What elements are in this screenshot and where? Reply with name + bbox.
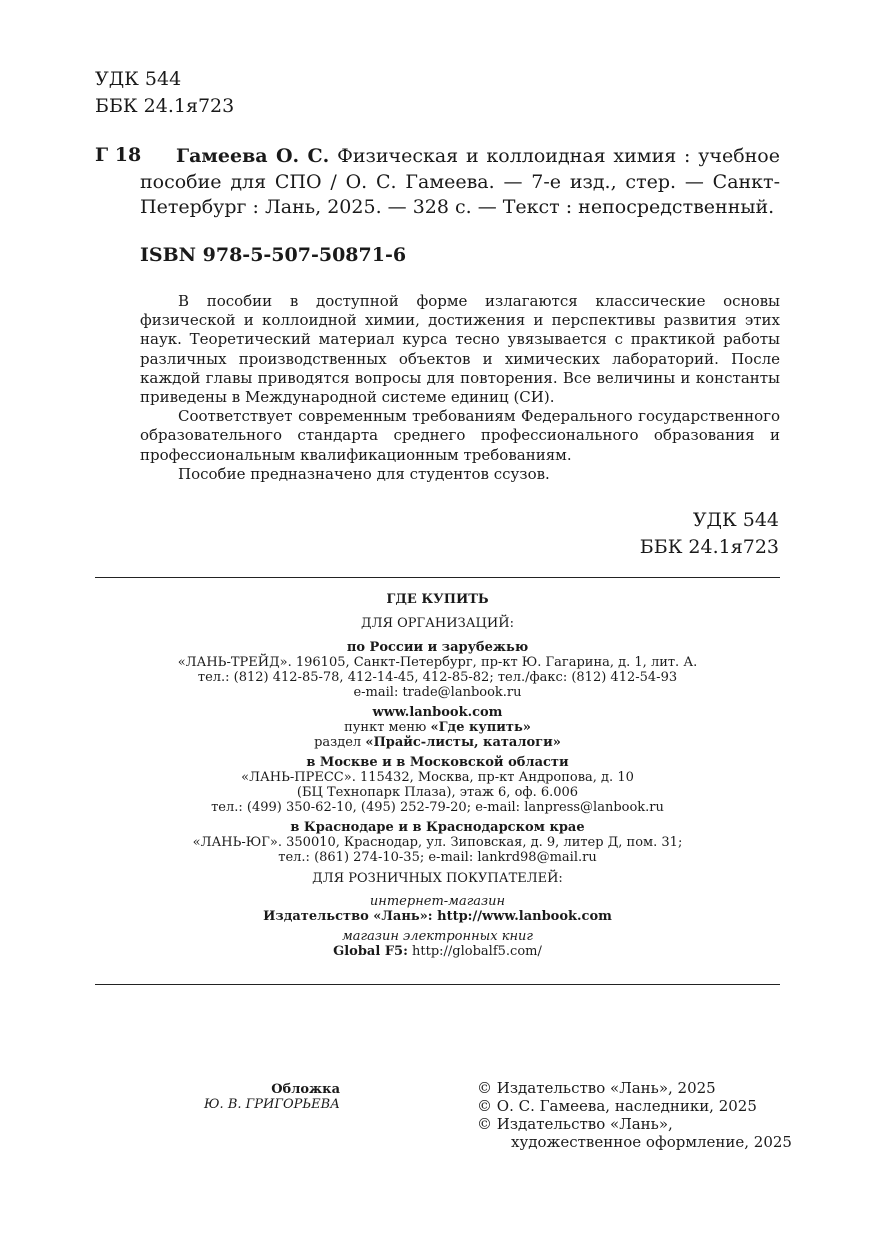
copyright-line: художественное оформление, 2025	[511, 1133, 792, 1151]
moscow-block	[95, 755, 780, 815]
moscow-title: в Москве и в Московской области	[306, 755, 569, 770]
footer-codes	[640, 507, 779, 561]
site-link[interactable]: www.lanbook.com	[372, 705, 503, 720]
online-shop-label: интернет-магазин	[369, 894, 506, 909]
krasnodar-block	[95, 820, 780, 865]
where-to-buy-title: ГДЕ КУПИТЬ	[386, 592, 489, 607]
online-shop-link[interactable]: Издательство «Лань»: http://www.lanbook.com	[263, 909, 612, 924]
krasnodar-contacts: тел.: (861) 274-10-35; e-mail: lankrd98@mail.ru	[278, 850, 597, 865]
org-title: ДЛЯ ОРГАНИЗАЦИЙ:	[361, 616, 514, 631]
krasnodar-address: «ЛАНЬ-ЮГ». 350010, Краснодар, ул. Зиповская, д. 9, литер Д, пом. 31;	[192, 835, 683, 850]
header-codes	[95, 66, 234, 120]
where-to-buy	[95, 592, 780, 964]
abstract	[140, 292, 780, 484]
abstract-paragraph: Пособие предназначено для студентов ссузов.	[178, 464, 550, 483]
cover-credit	[190, 1082, 340, 1112]
menu-prefix: пункт меню	[344, 720, 431, 735]
udk-code: УДК 544	[95, 68, 182, 90]
menu-item: «Где купить»	[430, 720, 531, 735]
copyright-line: © О. С. Гамеева, наследники, 2025	[477, 1097, 757, 1115]
online-shop-block	[95, 894, 780, 924]
abstract-paragraph: Соответствует современным требованиям Федерального государственного образовательного стандарта среднего профессионального образования и профессиональным квалификационным требованиям.	[140, 407, 780, 464]
menu-hint	[95, 720, 780, 735]
bbk-code: ББК 24.1я723	[639, 536, 779, 558]
krasnodar-title: в Краснодаре и в Краснодарском крае	[290, 820, 585, 835]
section-hint	[95, 735, 780, 750]
copyright-line: © Издательство «Лань»,	[477, 1115, 673, 1133]
russia-block	[95, 640, 780, 700]
ebook-shop-block	[95, 929, 780, 959]
russia-phones: тел.: (812) 412-85-78, 412-14-45, 412-85-82; тел./факс: (812) 412-54-93	[197, 670, 678, 685]
ebook-shop-name: Global F5:	[333, 944, 408, 959]
abstract-paragraph: В пособии в доступной форме излагаются классические основы физической и коллоидной химии, достижения и перспективы развития этих наук. Теоретический материал курса тесно увязывается с практикой работы различных производственных объектов и химических лабораторий. После каждой главы приводятся вопросы для повторения. Все величины и константы приведены в Международной системе единиц (СИ).	[140, 292, 780, 407]
section-item: «Прайс-листы, каталоги»	[365, 735, 561, 750]
moscow-office: (БЦ Технопарк Плаза), этаж 6, оф. 6.006	[296, 785, 579, 800]
site-block	[95, 705, 780, 750]
bbk-code: ББК 24.1я723	[95, 95, 235, 117]
russia-title: по России и зарубежью	[346, 640, 529, 655]
author-mark: Г 18	[95, 144, 142, 166]
cover-label: Обложка	[271, 1082, 340, 1097]
retail-title: ДЛЯ РОЗНИЧНЫХ ПОКУПАТЕЛЕЙ:	[312, 871, 563, 886]
cover-artist: Ю. В. ГРИГОРЬЕВА	[204, 1097, 340, 1112]
copyright-block	[477, 1079, 792, 1151]
moscow-address: «ЛАНЬ-ПРЕСС». 115432, Москва, пр-кт Андропова, д. 10	[241, 770, 634, 785]
isbn: ISBN 978-5-507-50871-6	[140, 244, 407, 266]
ebook-shop-label: магазин электронных книг	[342, 929, 533, 944]
ebook-shop-url[interactable]: http://globalf5.com/	[407, 944, 542, 959]
udk-code: УДК 544	[692, 509, 779, 531]
copyright-line: © Издательство «Лань», 2025	[477, 1079, 716, 1097]
moscow-contacts: тел.: (499) 350-62-10, (495) 252-79-20; e-mail: lanpress@lanbook.ru	[211, 800, 664, 815]
bibliographic-description: Физическая и коллоидная химия : учебное пособие для СПО / О. С. Гамеева. — 7-е изд., стер. — Санкт-Петербург : Лань, 2025. — 328 с. — Текст : непосредственный.	[140, 145, 780, 218]
bibliographic-record	[140, 144, 780, 221]
ebook-shop-line	[95, 944, 780, 959]
divider-bottom	[95, 984, 780, 985]
author-name: Гамеева О. С.	[176, 145, 330, 167]
russia-address: «ЛАНЬ-ТРЕЙД». 196105, Санкт-Петербург, пр-кт Ю. Гагарина, д. 1, лит. А.	[177, 655, 698, 670]
divider-top	[95, 577, 780, 578]
russia-email[interactable]: e-mail: trade@lanbook.ru	[353, 685, 522, 700]
section-prefix: раздел	[314, 735, 366, 750]
